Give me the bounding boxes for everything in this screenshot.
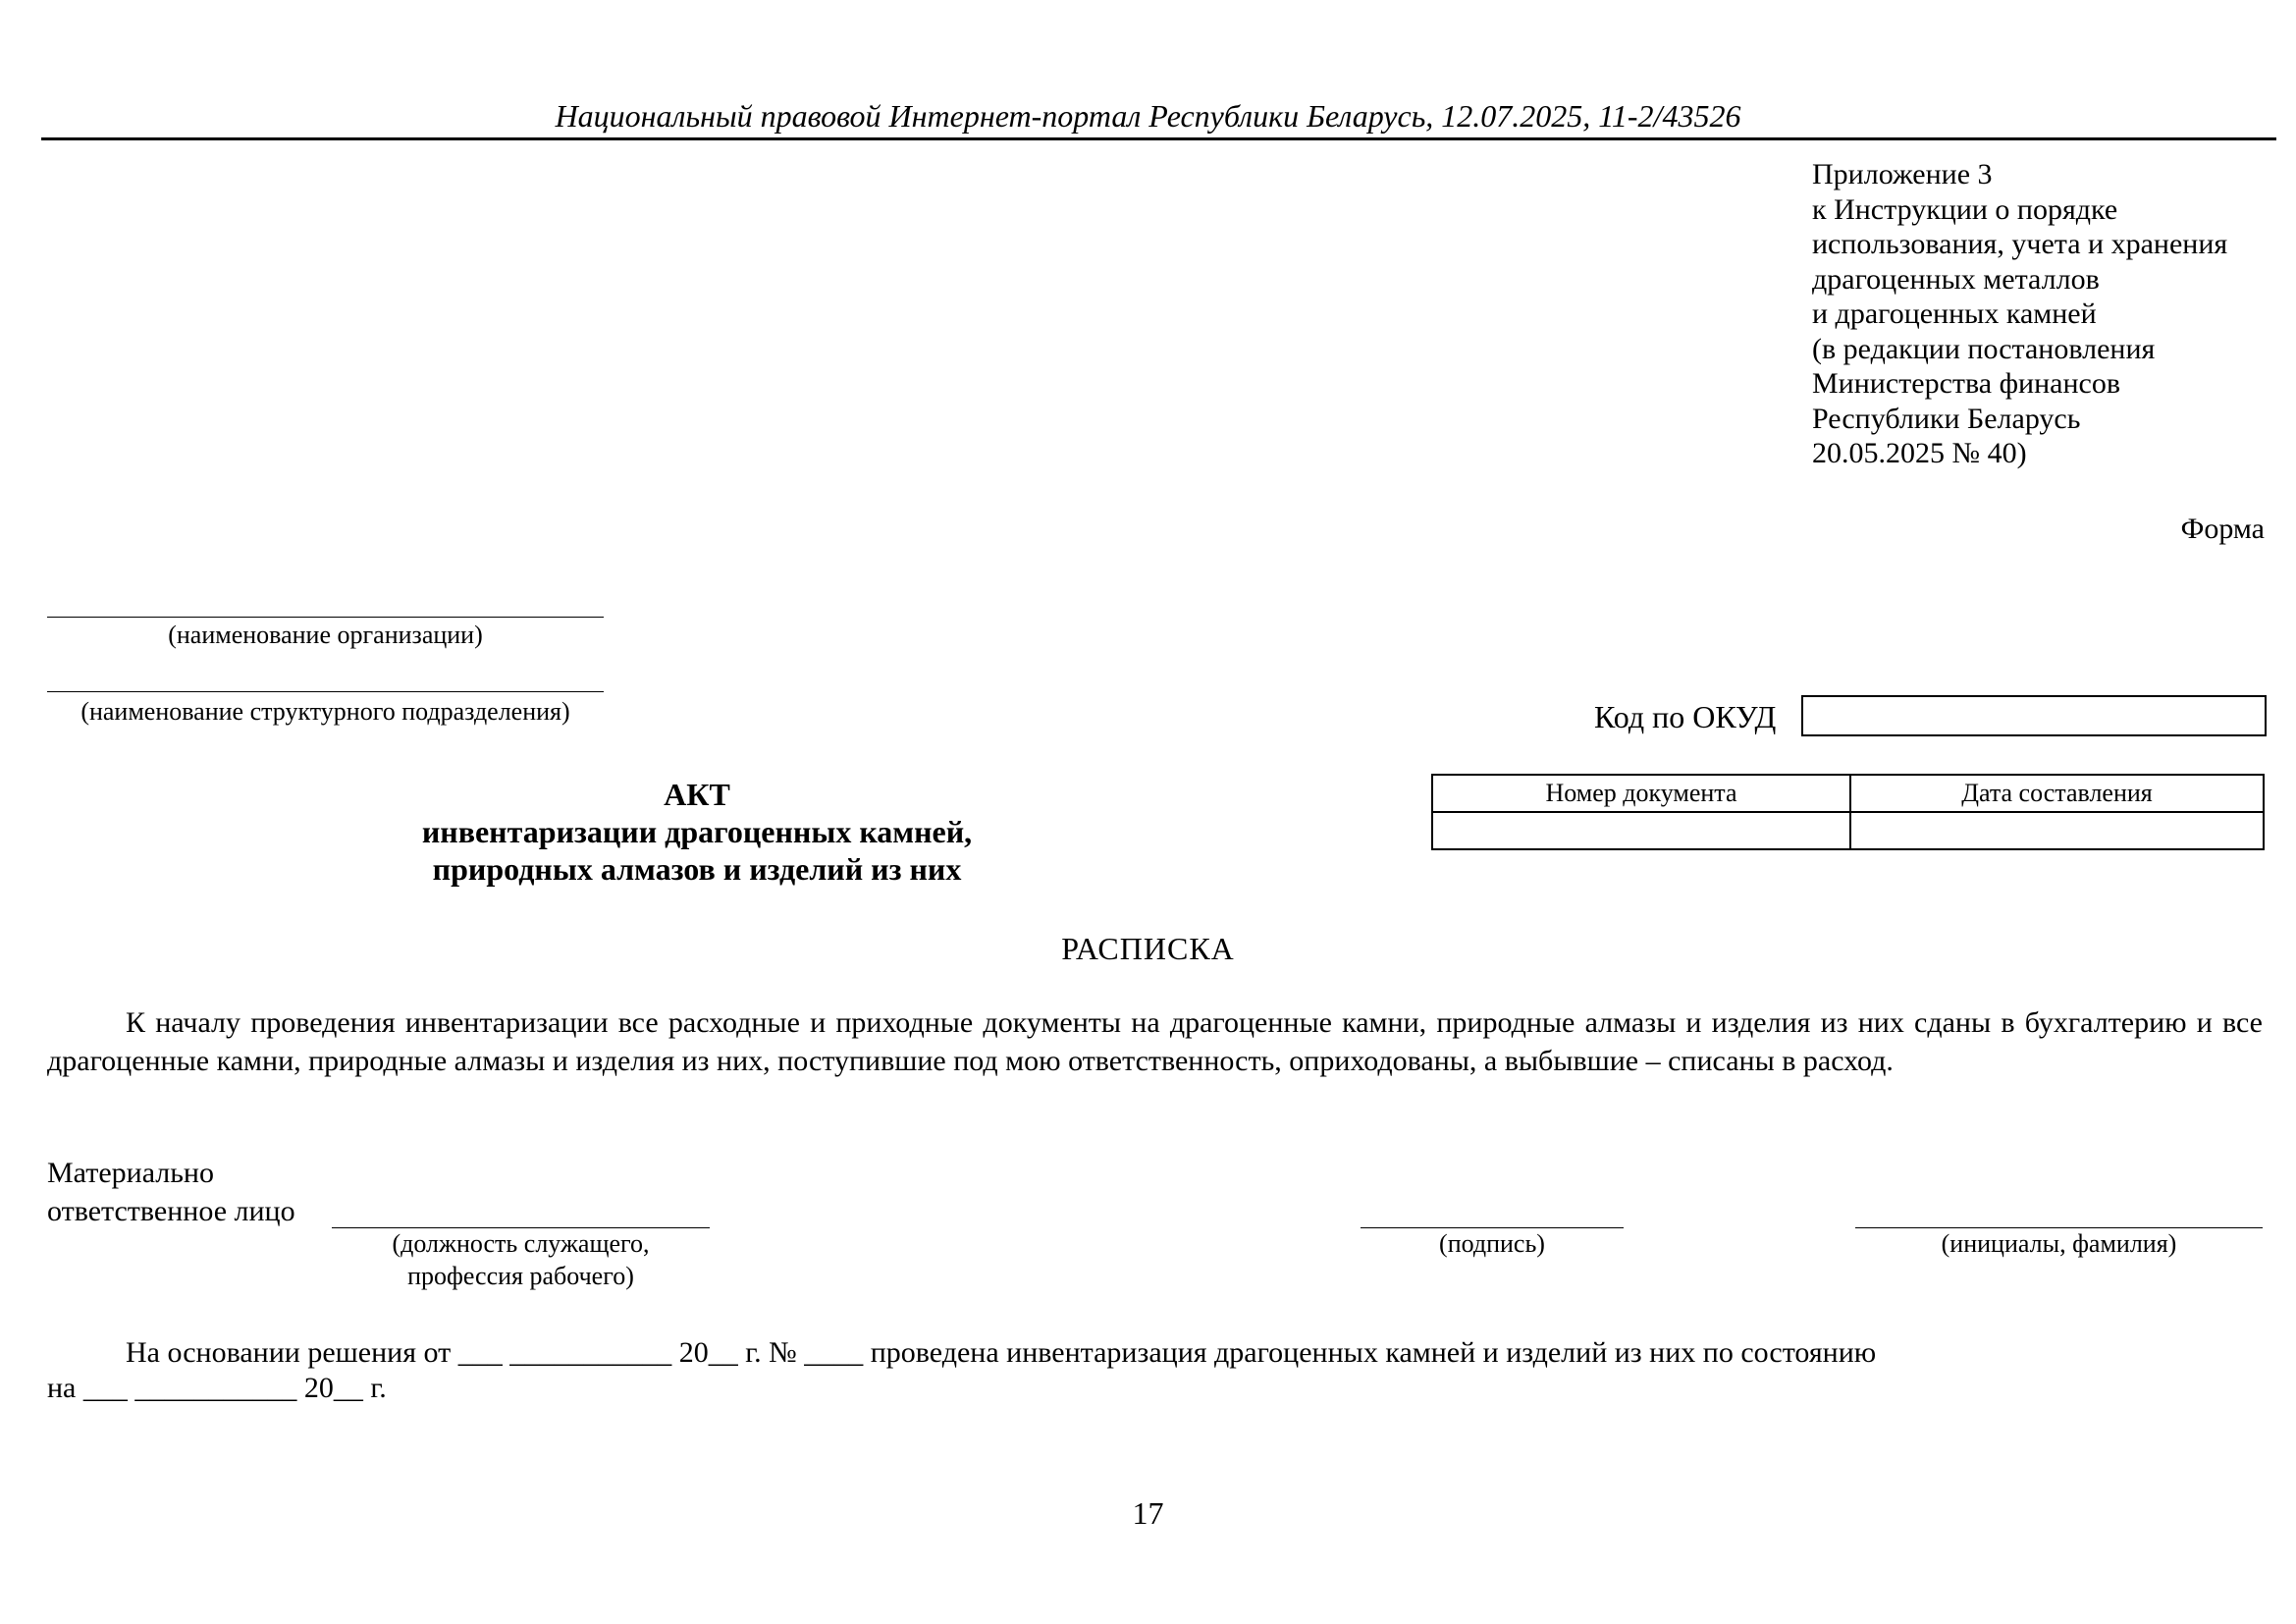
unit-caption: (наименование структурного подразделения) <box>80 697 570 726</box>
appendix-line: (в редакции постановления <box>1812 332 2156 365</box>
basis-text-line-2: на ___ ___________ 20__ г. <box>47 1372 387 1404</box>
receipt-text: К началу проведения инвентаризации все расходные и приходные документы на драгоценные камни, природные алмазы и изделия из них сданы в бухгалтерию и все драгоценные камни, природные алмазы и изделия из них, поступившие под мою ответственность, оприходованы, а выбывшие – списаны в расход. <box>47 1006 2263 1077</box>
position-field[interactable] <box>332 1227 710 1228</box>
receipt-heading: РАСПИСКА <box>1061 931 1235 966</box>
document-number-header: Номер документа <box>1432 775 1850 812</box>
basis-paragraph <box>47 1333 2263 1372</box>
position-caption-2: профессия рабочего) <box>407 1262 634 1290</box>
appendix-line: к Инструкции о порядке <box>1812 192 2118 226</box>
appendix-block <box>1812 157 2227 471</box>
act-title <box>304 776 1090 888</box>
organization-caption: (наименование организации) <box>168 621 483 649</box>
appendix-line: и драгоценных камней <box>1812 298 2097 330</box>
document-info-table <box>1431 774 2265 850</box>
unit-name-field[interactable] <box>47 691 604 692</box>
position-caption-1: (должность служащего, <box>392 1229 650 1258</box>
appendix-line: использования, учета и хранения <box>1812 228 2228 260</box>
appendix-line: 20.05.2025 № 40) <box>1812 437 2027 469</box>
responsible-person-label-2: ответственное лицо <box>47 1195 295 1227</box>
signature-caption: (подпись) <box>1439 1229 1545 1258</box>
act-title-line: природных алмазов и изделий из них <box>432 851 962 887</box>
basis-text-line-1: На основании решения от ___ ___________ 20__ г. № ____ проведена инвентаризация драгоценных камней и изделий из них по состоянию <box>126 1336 1877 1369</box>
okud-label: Код по ОКУД <box>1594 699 1777 734</box>
okud-code-field[interactable] <box>1801 695 2267 736</box>
appendix-line: драгоценных металлов <box>1812 262 2100 296</box>
table-row <box>1432 812 2264 849</box>
header-rule <box>41 137 2276 140</box>
appendix-line: Министерства финансов <box>1812 367 2120 400</box>
receipt-paragraph <box>47 1003 2263 1080</box>
page-number: 17 <box>1132 1495 1164 1531</box>
compilation-date-cell[interactable] <box>1850 812 2264 849</box>
initials-surname-caption: (инициалы, фамилия) <box>1941 1229 2177 1258</box>
act-title-line: инвентаризации драгоценных камней, <box>421 814 973 849</box>
table-header-row <box>1432 775 2264 812</box>
document-number-cell[interactable] <box>1432 812 1850 849</box>
portal-header: Национальный правовой Интернет-портал Республики Беларусь, 12.07.2025, 11-2/43526 <box>555 98 1741 134</box>
act-title-line: АКТ <box>664 777 730 812</box>
responsible-person-label-1: Материально <box>47 1157 214 1189</box>
appendix-line: Приложение 3 <box>1812 158 1993 190</box>
form-label: Форма <box>2180 513 2265 545</box>
initials-surname-field[interactable] <box>1855 1227 2263 1228</box>
compilation-date-header: Дата составления <box>1850 775 2264 812</box>
appendix-line: Республики Беларусь <box>1812 402 2081 435</box>
signature-field[interactable] <box>1361 1227 1624 1228</box>
organization-name-field[interactable] <box>47 617 604 618</box>
